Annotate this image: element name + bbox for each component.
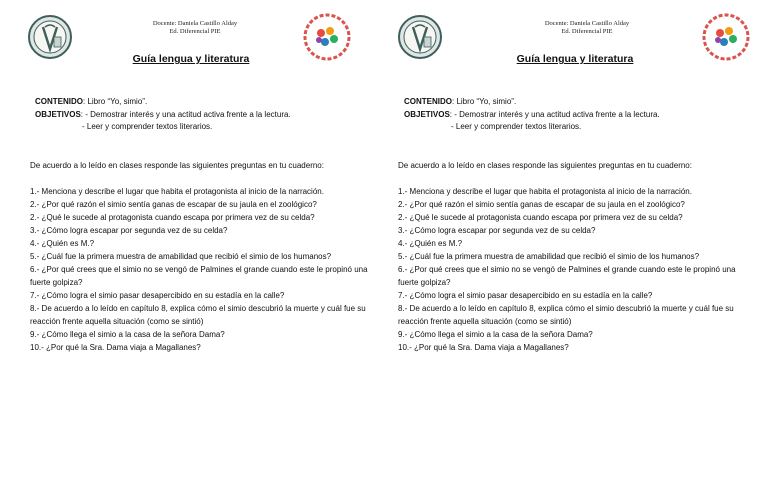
department-name: Ed. Diferencial PIE [169, 28, 221, 35]
objetivos-text-1: : - Demostrar interés y una actitud activa frente a la lectura. [449, 109, 660, 119]
pie-program-seal-icon [303, 13, 351, 61]
school-crest-icon [28, 15, 72, 59]
question-item: 9.- ¿Cómo llega el simio a la casa de la señora Dama? [398, 330, 593, 339]
teacher-name: Docente: Daniela Castillo Alday [152, 20, 238, 27]
question-item: 6.- ¿Por qué crees que el simio no se vengó de Palmines el grande cuando este le propinó una fuerte golpiza? [30, 265, 368, 287]
objectives-block [404, 96, 744, 134]
pie-program-seal-icon [702, 13, 750, 61]
question-item: 2.- ¿Qué le sucede al protagonista cuando escapa por primera vez de su celda? [30, 213, 315, 222]
worksheet-title: Guía lengua y literatura [132, 53, 250, 65]
teacher-header [120, 20, 270, 36]
question-item: 8.- De acuerdo a lo leído en capítulo 8, explica cómo el simio descubrió la muerte y cuál fue su reacción frente aquella situación (como se sintió) [398, 304, 734, 326]
worksheet-page-right [384, 0, 768, 503]
contenido-label: CONTENIDO [35, 97, 83, 106]
question-item: 4.- ¿Quién es M.? [30, 239, 95, 248]
teacher-header [512, 20, 662, 36]
contenido-line [35, 96, 375, 109]
question-item: 7.- ¿Cómo logra el simio pasar desapercibido en su estadía en la calle? [398, 291, 653, 300]
objetivos-line [404, 109, 744, 122]
department-name: Ed. Diferencial PIE [561, 28, 613, 35]
objetivos-text-1: : - Demostrar interés y una actitud activa frente a la lectura. [80, 109, 291, 119]
question-item: 3.- ¿Cómo logra escapar por segunda vez de su celda? [398, 226, 596, 235]
question-item: 2.- ¿Por qué razón el simio sentía ganas de escapar de su jaula en el zoológico? [30, 200, 317, 209]
objetivos-line [35, 109, 375, 122]
objetivos-text-2: - Leer y comprender textos literarios. [82, 122, 213, 131]
questions-section [398, 159, 758, 354]
question-item: 9.- ¿Cómo llega el simio a la casa de la señora Dama? [30, 330, 225, 339]
question-item: 2.- ¿Por qué razón el simio sentía ganas de escapar de su jaula en el zoológico? [398, 200, 685, 209]
question-item: 5.- ¿Cuál fue la primera muestra de amabilidad que recibió el simio de los humanos? [30, 252, 332, 261]
objectives-block [35, 96, 375, 134]
question-item: 3.- ¿Cómo logra escapar por segunda vez de su celda? [30, 226, 228, 235]
question-item: 2.- ¿Qué le sucede al protagonista cuando escapa por primera vez de su celda? [398, 213, 683, 222]
question-item: 1.- Menciona y describe el lugar que habita el protagonista al inicio de la narración. [398, 187, 692, 196]
question-item: 4.- ¿Quién es M.? [398, 239, 463, 248]
question-item: 10.- ¿Por qué la Sra. Dama viaja a Magallanes? [30, 343, 201, 352]
question-item: 5.- ¿Cuál fue la primera muestra de amabilidad que recibió el simio de los humanos? [398, 252, 700, 261]
contenido-line [404, 96, 744, 109]
teacher-name: Docente: Daniela Castillo Alday [544, 20, 630, 27]
question-item: 10.- ¿Por qué la Sra. Dama viaja a Magallanes? [398, 343, 569, 352]
question-item: 1.- Menciona y describe el lugar que habita el protagonista al inicio de la narración. [30, 187, 324, 196]
question-item: 7.- ¿Cómo logra el simio pasar desapercibido en su estadía en la calle? [30, 291, 285, 300]
objetivos-text-2: - Leer y comprender textos literarios. [451, 122, 582, 131]
objetivos-label: OBJETIVOS [404, 109, 450, 119]
instructions-text: De acuerdo a lo leído en clases responde las siguientes preguntas en tu cuaderno: [30, 161, 324, 170]
school-crest-icon [398, 15, 442, 59]
contenido-text: : Libro “Yo, simio”. [452, 97, 517, 106]
questions-section [30, 159, 380, 354]
contenido-label: CONTENIDO [404, 97, 452, 106]
instructions-text: De acuerdo a lo leído en clases responde las siguientes preguntas en tu cuaderno: [398, 161, 692, 170]
objetivos-label: OBJETIVOS [35, 109, 81, 119]
contenido-text: : Libro “Yo, simio”. [83, 97, 148, 106]
question-item: 8.- De acuerdo a lo leído en capítulo 8, explica cómo el simio descubrió la muerte y cuál fue su reacción frente aquella situación (como se sintió) [30, 304, 366, 326]
worksheet-title: Guía lengua y literatura [516, 53, 634, 65]
question-item: 6.- ¿Por qué crees que el simio no se vengó de Palmines el grande cuando este le propinó una fuerte golpiza? [398, 265, 736, 287]
